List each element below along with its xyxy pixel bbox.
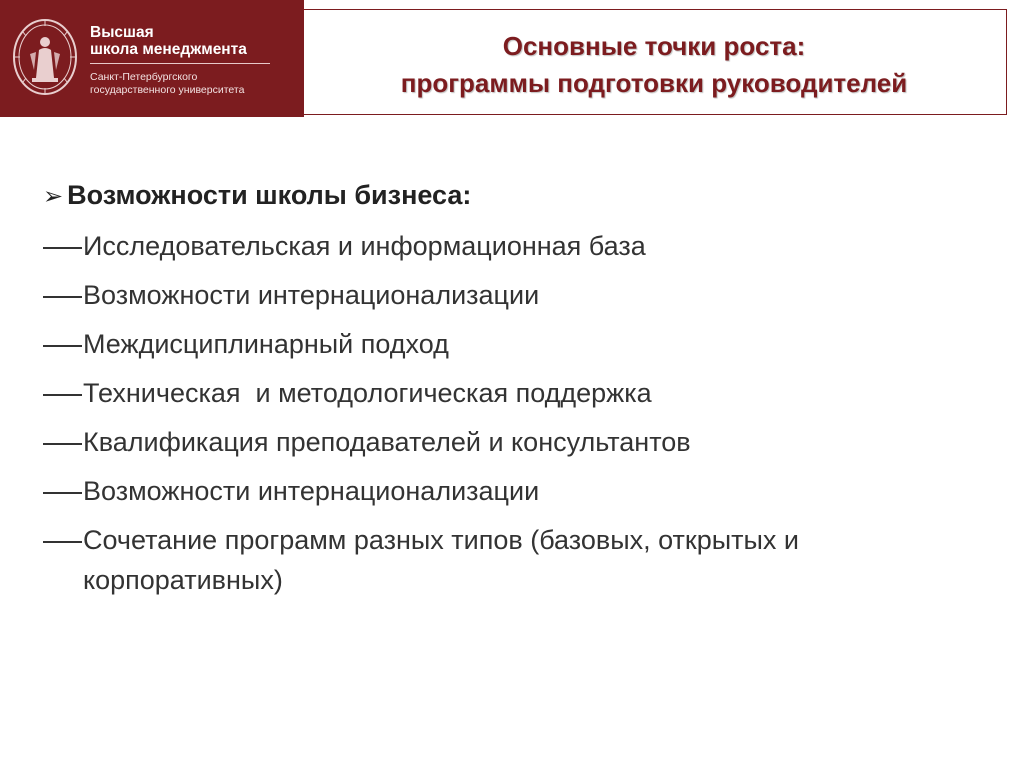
list-item	[43, 222, 1003, 271]
logo-university-line1: Санкт-Петербургского	[90, 71, 198, 83]
logo-university	[90, 71, 244, 97]
list-item-text: Междисциплинарный подход	[83, 329, 449, 359]
logo-name-line2: школа менеджмента	[90, 41, 247, 58]
list-item-text: Квалификация преподавателей и консультантов	[83, 427, 691, 457]
title-box	[304, 9, 1007, 115]
arrow-bullet-icon: ➢	[43, 183, 64, 210]
dash-bullet-icon	[43, 516, 83, 565]
logo-name	[90, 24, 247, 58]
list-item	[43, 418, 1003, 467]
logo-divider	[90, 63, 270, 64]
list-item	[43, 467, 1003, 516]
list-item-text: Сочетание программ разных типов (базовых, открытых и корпоративных)	[83, 525, 799, 595]
list-item-text: Исследовательская и информационная база	[83, 231, 646, 261]
list-item	[43, 320, 1003, 369]
dash-bullet-icon	[43, 222, 83, 271]
slide-title-line2: программы подготовки руководителей	[400, 68, 908, 98]
logo-name-line1: Высшая	[90, 24, 154, 41]
list-item	[43, 369, 1003, 418]
content	[43, 170, 1003, 600]
section-heading	[43, 170, 1003, 222]
logo-block	[0, 0, 304, 117]
section-heading-text: Возможности школы бизнеса:	[67, 180, 472, 210]
university-seal-icon	[12, 18, 78, 96]
dash-bullet-icon	[43, 271, 83, 320]
dash-bullet-icon	[43, 418, 83, 467]
logo-university-line2: государственного университета	[90, 84, 245, 96]
list-item	[43, 271, 1003, 320]
dash-bullet-icon	[43, 467, 83, 516]
slide-title-line1: Основные точки роста:	[502, 31, 806, 61]
list-item	[43, 516, 1003, 600]
dash-bullet-icon	[43, 320, 83, 369]
list-item-text: Возможности интернационализации	[83, 280, 540, 310]
list-item-text: Возможности интернационализации	[83, 476, 540, 506]
slide-title	[304, 28, 1004, 102]
list-item-text: Техническая и методологическая поддержка	[83, 378, 652, 408]
dash-bullet-icon	[43, 369, 83, 418]
